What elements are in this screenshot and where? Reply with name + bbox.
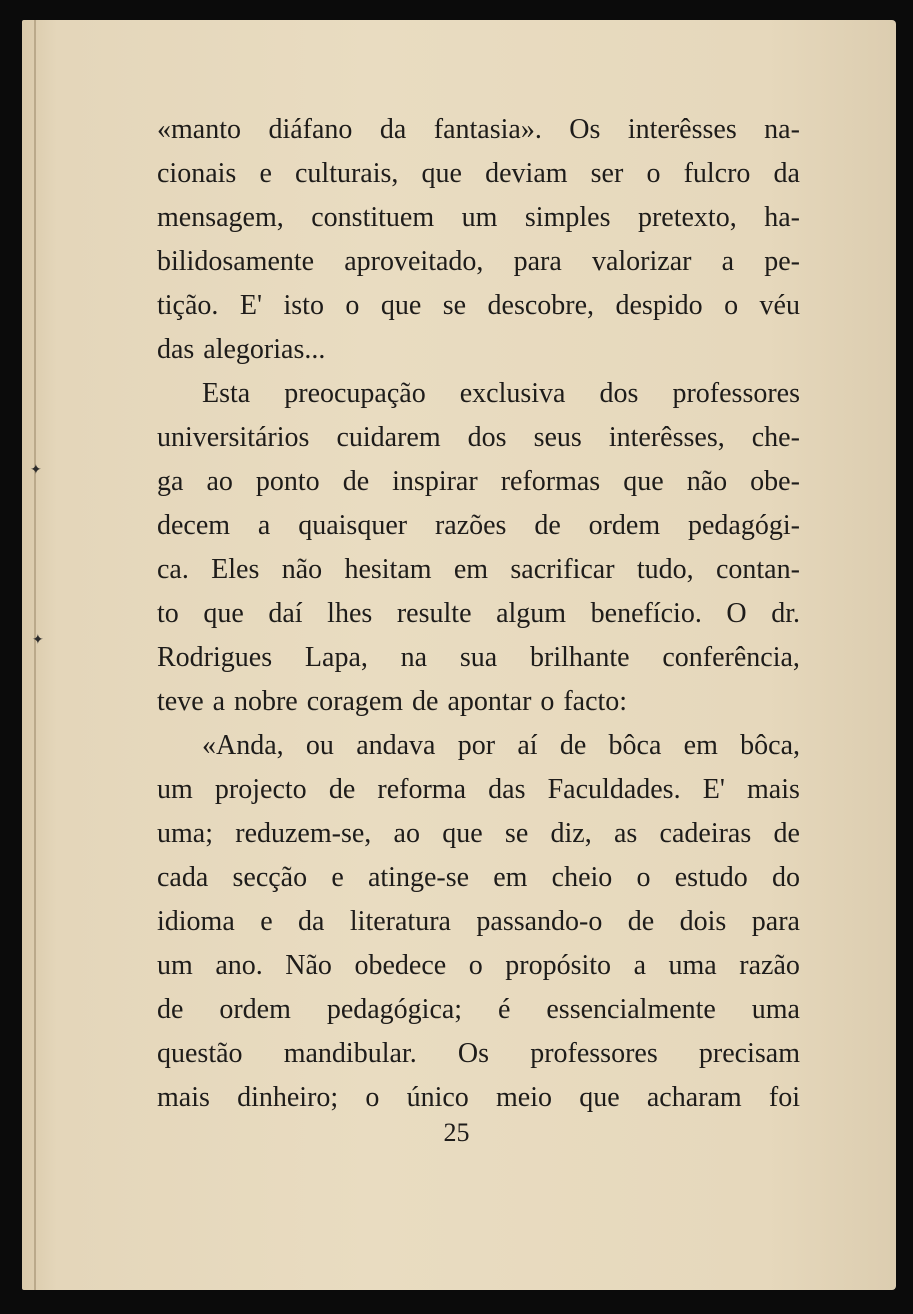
word: por [457, 730, 496, 761]
word: culturais, [295, 158, 399, 189]
word: das [488, 774, 526, 805]
word: alegorias... [203, 334, 326, 365]
word: se [504, 818, 529, 849]
word: a [721, 246, 735, 277]
word: o [365, 1082, 380, 1113]
word: aproveitado, [344, 246, 484, 277]
word: dois [679, 906, 727, 937]
text-line [157, 504, 800, 548]
word: dos [467, 422, 507, 453]
word: pretexto, [637, 202, 737, 233]
word: ponto [255, 466, 320, 497]
text-line [157, 900, 800, 944]
word: que [579, 1082, 620, 1113]
word: razão [739, 950, 800, 981]
text-line [157, 944, 800, 988]
text-line [157, 768, 800, 812]
word: que [203, 598, 244, 629]
word: reformas [500, 466, 601, 497]
word: a [633, 950, 646, 981]
text-line [157, 152, 800, 196]
word: universitários [157, 422, 310, 453]
word: questão [157, 1038, 243, 1069]
word: aí [517, 730, 538, 761]
word: a [257, 510, 271, 541]
word: to [157, 598, 179, 629]
word: uma [668, 950, 717, 981]
word: coragem [306, 686, 404, 717]
word: che- [751, 422, 800, 453]
word: cheio [551, 862, 613, 893]
word: nobre [233, 686, 298, 717]
word: pe- [764, 246, 800, 277]
word: descobre, [487, 290, 595, 321]
text-line [157, 108, 800, 152]
word: tudo, [636, 554, 694, 585]
text-line [157, 856, 800, 900]
word: ano. [215, 950, 263, 981]
word: da [298, 906, 325, 937]
word: Rodrigues [157, 642, 273, 673]
word: contan- [715, 554, 800, 585]
word: simples [524, 202, 611, 233]
text-line [157, 1076, 800, 1120]
word: não [686, 466, 728, 497]
word: sua [459, 642, 498, 673]
word: meio [496, 1082, 553, 1113]
word: as [613, 818, 638, 849]
word: projecto [214, 774, 307, 805]
text-line [157, 328, 800, 372]
word: propósito [505, 950, 612, 981]
text-line [157, 988, 800, 1032]
word: preocupação [284, 378, 426, 409]
word: ca. [157, 554, 189, 585]
word: literatura [349, 906, 451, 937]
word: ao [393, 818, 420, 849]
word: mensagem, [157, 202, 284, 233]
word: interêsses [627, 114, 737, 145]
word: bôca, [740, 730, 800, 761]
word: um [157, 774, 193, 805]
text-line [157, 548, 800, 592]
word: que [623, 466, 664, 497]
word: valorizar [591, 246, 692, 277]
word: Esta [202, 378, 251, 409]
word: «Anda, [202, 730, 284, 761]
word: do [772, 862, 800, 893]
word: não [281, 554, 323, 585]
word: ga [157, 466, 184, 497]
word: de [627, 906, 655, 937]
word: quaisquer [298, 510, 408, 541]
word: E' [239, 290, 263, 321]
word: despido [615, 290, 703, 321]
word: diáfano [268, 114, 353, 145]
word: hesitam [344, 554, 432, 585]
text-line [157, 724, 800, 768]
word: ordem [588, 510, 661, 541]
word: diz, [550, 818, 592, 849]
word: o [636, 862, 651, 893]
text-line [157, 240, 800, 284]
word: fulcro [683, 158, 751, 189]
word: Não [285, 950, 332, 981]
word: essencialmente [546, 994, 716, 1025]
word: daí [268, 598, 303, 629]
word: cada [157, 862, 209, 893]
word: da [773, 158, 800, 189]
word: cadeiras [659, 818, 752, 849]
word: cionais [157, 158, 237, 189]
word: idioma [157, 906, 235, 937]
word: que [421, 158, 462, 189]
word: passando-o [476, 906, 603, 937]
word: de [559, 730, 587, 761]
word: da [379, 114, 407, 145]
word: de [534, 510, 561, 541]
word: dos [599, 378, 639, 409]
word: fantasia». [433, 114, 542, 145]
text-line [157, 284, 800, 328]
word: estudo [674, 862, 748, 893]
word: véu [759, 290, 800, 321]
word: ha- [764, 202, 800, 233]
word: reduzem-se, [235, 818, 372, 849]
word: dinheiro; [237, 1082, 339, 1113]
word: andava [356, 730, 436, 761]
word: o [646, 158, 661, 189]
word: ou [305, 730, 334, 761]
word: Eles [211, 554, 260, 585]
word: mais [157, 1082, 210, 1113]
word: o [468, 950, 483, 981]
word: único [406, 1082, 469, 1113]
word: pedagógi- [688, 510, 800, 541]
word: em [493, 862, 528, 893]
word: um [461, 202, 498, 233]
word: Os [457, 1038, 490, 1069]
word: interêsses, [608, 422, 725, 453]
text-line [157, 416, 800, 460]
word: resulte [396, 598, 472, 629]
text-line [157, 680, 800, 724]
word: cuidarem [336, 422, 441, 453]
text-line [157, 196, 800, 240]
word: acharam [646, 1082, 742, 1113]
text-line [157, 1032, 800, 1076]
word: brilhante [530, 642, 630, 673]
word: ao [206, 466, 233, 497]
word: O [726, 598, 747, 629]
word: precisam [698, 1038, 800, 1069]
word: facto: [563, 686, 628, 717]
text-line [157, 812, 800, 856]
word: o [724, 290, 739, 321]
word: é [498, 994, 511, 1025]
word: atinge-se [367, 862, 470, 893]
word: em [683, 730, 718, 761]
margin-mark-icon: ✦ [30, 462, 42, 478]
word: a [212, 686, 226, 717]
word: constituem [311, 202, 435, 233]
word: tição. [157, 290, 219, 321]
word: lhes [327, 598, 373, 629]
word: obe- [750, 466, 800, 497]
word: e [260, 906, 273, 937]
word: e [331, 862, 344, 893]
word: obedece [354, 950, 447, 981]
word: uma; [157, 818, 213, 849]
word: algum [496, 598, 567, 629]
word: mais [747, 774, 800, 805]
word: ser [590, 158, 624, 189]
page-number: 25 [443, 1118, 470, 1147]
word: seus [533, 422, 582, 453]
word: que [380, 290, 422, 321]
word: de [328, 774, 356, 805]
word: foi [768, 1082, 800, 1113]
text-line [157, 636, 800, 680]
word: exclusiva [459, 378, 566, 409]
word: das [157, 334, 195, 365]
word: Os [569, 114, 601, 145]
word: bôca [608, 730, 662, 761]
word: na [400, 642, 428, 673]
binding-edge [34, 20, 36, 1290]
word: de [412, 686, 439, 717]
word: um [157, 950, 193, 981]
margin-mark-icon: ✦ [32, 632, 44, 648]
word: deviam [485, 158, 568, 189]
word: uma [751, 994, 800, 1025]
word: e [259, 158, 272, 189]
word: para [751, 906, 800, 937]
word: de [342, 466, 370, 497]
word: professores [672, 378, 800, 409]
body-text [157, 108, 800, 1120]
word: ordem [219, 994, 291, 1025]
word: de [773, 818, 800, 849]
word: E' [702, 774, 725, 805]
word: «manto [157, 114, 241, 145]
text-line [157, 372, 800, 416]
word: professores [530, 1038, 658, 1069]
text-line [157, 592, 800, 636]
text-line [157, 460, 800, 504]
word: benefício. [590, 598, 702, 629]
word: reforma [377, 774, 466, 805]
word: para [513, 246, 562, 277]
word: decem [157, 510, 231, 541]
word: mandibular. [283, 1038, 417, 1069]
word: apontar [447, 686, 532, 717]
word: conferência, [662, 642, 800, 673]
word: o [345, 290, 360, 321]
word: isto [283, 290, 324, 321]
word: dr. [771, 598, 800, 629]
word: o [540, 686, 555, 717]
word: se [442, 290, 467, 321]
word: secção [232, 862, 308, 893]
word: sacrificar [510, 554, 615, 585]
word: que [442, 818, 483, 849]
word: Lapa, [304, 642, 368, 673]
word: razões [434, 510, 507, 541]
word: Faculdades. [547, 774, 681, 805]
word: de [157, 994, 184, 1025]
word: bilidosamente [157, 246, 315, 277]
word: pedagógica; [326, 994, 463, 1025]
word: em [453, 554, 489, 585]
word: teve [157, 686, 204, 717]
word: na- [764, 114, 800, 145]
word: inspirar [392, 466, 478, 497]
